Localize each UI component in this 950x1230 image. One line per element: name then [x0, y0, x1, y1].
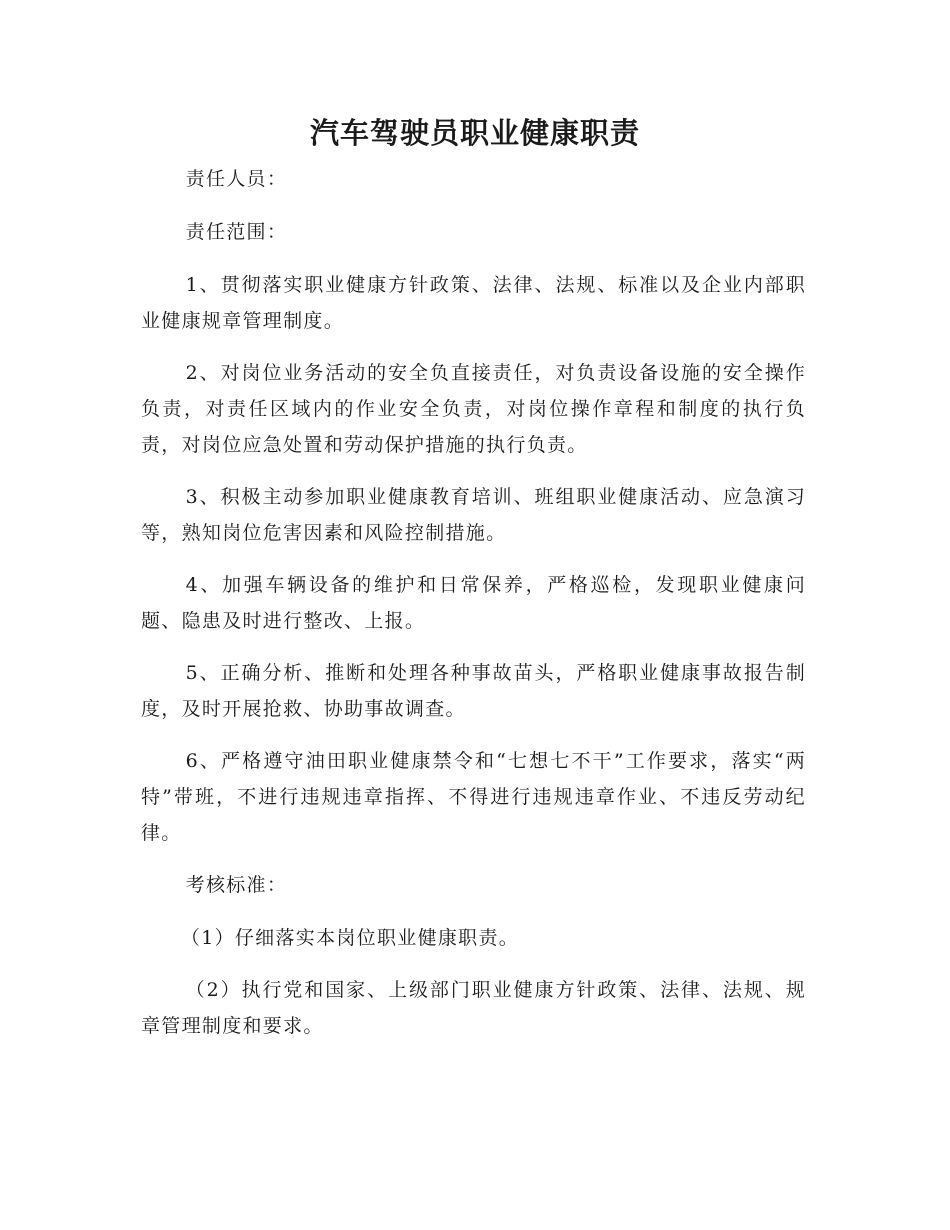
duty-item-2: 2、对岗位业务活动的安全负直接责任，对负责设备设施的安全操作负责，对责任区域内的作业安全负责，对岗位操作章程和制度的执行负责，对岗位应急处置和劳动保护措施的执行负责。 — [141, 362, 806, 456]
document-title: 汽车驾驶员职业健康职责 — [309, 116, 640, 150]
criteria-label: 考核标准： — [185, 874, 288, 896]
responsible-person-label: 责任人员： — [185, 168, 288, 190]
duty-item-5: 5、正确分析、推断和处理各种事故苗头，严格职业健康事故报告制度，及时开展抢救、协助事故调查。 — [141, 662, 806, 720]
scope-label: 责任范围： — [185, 221, 288, 243]
duty-item-3: 3、积极主动参加职业健康教育培训、班组职业健康活动、应急演习等，熟知岗位危害因素和风险控制措施。 — [141, 486, 806, 544]
duty-item-6: 6、严格遵守油田职业健康禁令和“七想七不干”工作要求，落实“两特”带班，不进行违规违章指挥、不得进行违规违章作业、不违反劳动纪律。 — [141, 750, 806, 844]
criteria-item-2: （2）执行党和国家、上级部门职业健康方针政策、法律、法规、规章管理制度和要求。 — [141, 979, 806, 1037]
document-body — [141, 161, 806, 1060]
duty-item-4: 4、加强车辆设备的维护和日常保养，严格巡检，发现职业健康问题、隐患及时进行整改、上报。 — [141, 574, 806, 632]
criteria-item-1: （1）仔细落实本岗位职业健康职责。 — [180, 927, 520, 949]
duty-item-1: 1、贯彻落实职业健康方针政策、法律、法规、标准以及企业内部职业健康规章管理制度。 — [141, 274, 806, 332]
